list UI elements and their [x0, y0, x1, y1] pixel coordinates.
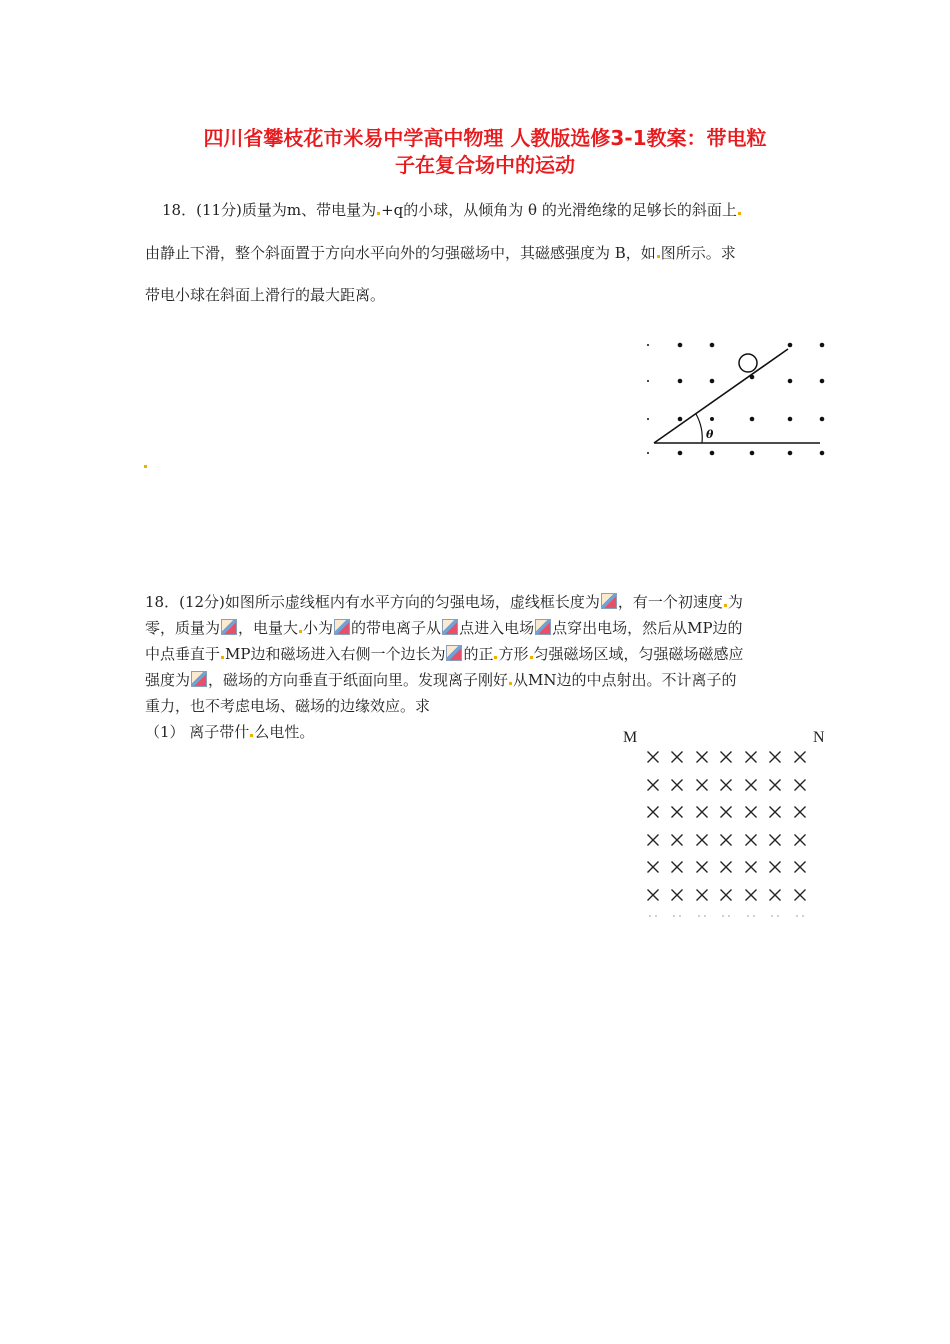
edit-mark: [299, 630, 302, 633]
field-cross-mark: [672, 807, 683, 818]
angle-arc: [696, 414, 702, 443]
document-title-line-2: 子在复合场中的运动: [395, 153, 575, 177]
field-cross-mark: [746, 862, 757, 873]
field-cross-mark: [697, 780, 708, 791]
field-cross-mark: [770, 780, 781, 791]
field-cross-mark: [648, 890, 659, 901]
field-cross-mark: [721, 780, 732, 791]
formula-image-icon: [535, 619, 551, 635]
field-cross-mark: [795, 835, 806, 846]
field-cross-mark: [672, 752, 683, 763]
incline-line: [654, 349, 788, 443]
field-cross-mark: [697, 807, 708, 818]
problem2-question-1: （1） 离子带什 么电性。: [145, 723, 315, 741]
field-cross-mark: [697, 862, 708, 873]
edit-mark: [657, 255, 660, 258]
formula-image-icon: [446, 645, 462, 661]
field-cross-mark: [672, 835, 683, 846]
field-cross-mark: [795, 780, 806, 791]
edit-mark: [724, 604, 727, 607]
field-cross-mark: [770, 807, 781, 818]
problem1-line-3: 带电小球在斜面上滑行的最大距离。: [145, 286, 386, 304]
field-cross-mark: [672, 890, 683, 901]
field-cross-mark: [795, 890, 806, 901]
formula-image-icon: [221, 619, 237, 635]
problem2-line-3: 中点垂直于 MP边和磁场进入右侧一个边长为 的正 方形 匀强磁场区域，匀强磁场磁感应: [145, 645, 744, 663]
field-cross-mark: [721, 807, 732, 818]
field-dots-out-of-page: [647, 343, 824, 456]
problem2-line-4: 强度为 ，磁场的方向垂直于纸面向里。发现离子刚好 从MN边的中点射出。不计离子的: [145, 671, 737, 689]
edit-mark: [221, 656, 224, 659]
formula-image-icon: [601, 593, 617, 609]
edit-mark: [377, 212, 380, 215]
field-cross-mark: [648, 835, 659, 846]
edit-mark: [530, 656, 533, 659]
angle-theta-label: θ: [706, 428, 714, 441]
field-cross-mark: [697, 752, 708, 763]
field-cross-mark: [672, 780, 683, 791]
field-cross-mark: [721, 890, 732, 901]
field-cross-mark: [746, 807, 757, 818]
problem1-line-2: 由静止下滑，整个斜面置于方向水平向外的匀强磁场中，其磁感强度为 B，如 图所示。求: [145, 244, 736, 262]
field-cross-mark: [648, 807, 659, 818]
field-cross-mark: [648, 752, 659, 763]
label-n: N: [813, 729, 825, 746]
field-cross-mark: [770, 752, 781, 763]
document-title-line-1: 四川省攀枝花市米易中学高中物理 人教版选修3-1教案：带电粒: [203, 126, 767, 150]
field-cross-mark: [795, 807, 806, 818]
field-cross-mark: [648, 780, 659, 791]
formula-image-icon: [191, 671, 207, 687]
field-cross-mark: [770, 835, 781, 846]
formula-image-icon: [442, 619, 458, 635]
edit-mark: [738, 212, 741, 215]
field-cross-mark: [746, 890, 757, 901]
field-cross-mark: [721, 835, 732, 846]
field-cross-mark: [770, 890, 781, 901]
cropped-cross-row: [649, 915, 804, 917]
field-cross-mark: [648, 862, 659, 873]
problem2-line-1: 18．(12分)如图所示虚线框内有水平方向的匀强电场，虚线框长度为 ，有一个初速度 为: [145, 593, 743, 611]
charged-ball: [739, 354, 757, 372]
field-cross-mark: [721, 862, 732, 873]
field-cross-mark: [770, 862, 781, 873]
field-cross-mark: [746, 780, 757, 791]
problem2-line-5: 重力，也不考虑电场、磁场的边缘效应。求: [145, 697, 431, 715]
problem2-line-2: 零，质量为 ，电量大 小为 的带电离子从 点进入电场 点穿出电场，然后从MP边的: [145, 619, 743, 637]
label-m: M: [623, 729, 638, 746]
field-cross-mark: [746, 835, 757, 846]
problem1-line-1: 18．(11分)质量为m、带电量为 +q的小球，从倾角为 θ 的光滑绝缘的足够长的斜面上: [162, 200, 742, 220]
field-cross-mark: [672, 862, 683, 873]
edit-mark: [144, 465, 147, 468]
field-crosses-into-page: [648, 752, 806, 901]
field-cross-mark: [795, 862, 806, 873]
field-cross-mark: [746, 752, 757, 763]
field-cross-mark: [795, 752, 806, 763]
field-cross-mark: [697, 835, 708, 846]
incline-magnetic-field-figure: [640, 335, 840, 465]
formula-image-icon: [334, 619, 350, 635]
edit-mark: [250, 734, 253, 737]
field-cross-mark: [721, 752, 732, 763]
edit-mark: [509, 682, 512, 685]
magnetic-field-into-page-figure: [615, 725, 835, 925]
field-cross-mark: [697, 890, 708, 901]
